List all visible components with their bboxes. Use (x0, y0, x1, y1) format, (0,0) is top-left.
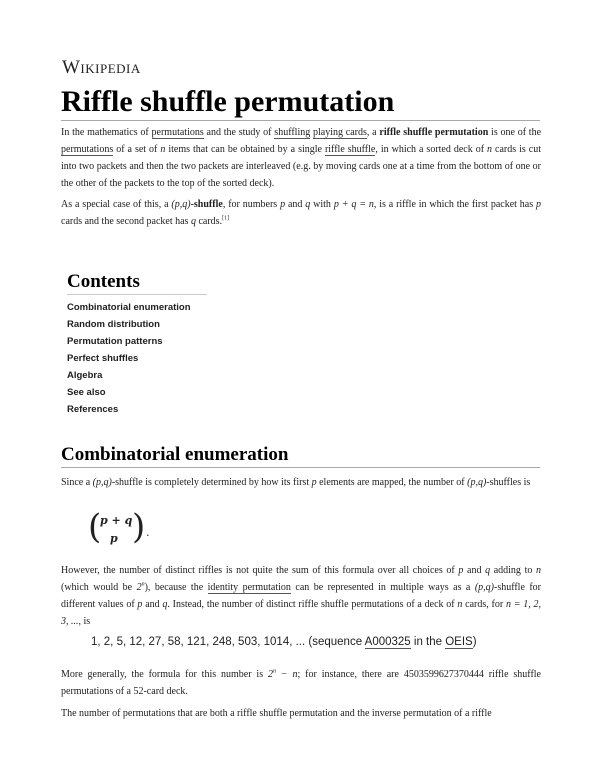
toc-divider (67, 294, 207, 295)
toc-item[interactable]: See also (67, 387, 106, 398)
link-permutations[interactable]: permutations (151, 127, 204, 138)
enumeration-paragraph-1: Since a (p,q)-shuffle is completely determined by how its first p elements are mapped, the number of (p,q)-shuffles is (61, 477, 531, 488)
wikipedia-logo[interactable]: Wikipedia (62, 57, 141, 78)
citation-ref[interactable]: [1] (222, 215, 230, 222)
toc-item[interactable]: Random distribution (67, 319, 160, 330)
enumeration-paragraph-4: The number of permutations that are both a riffle shuffle permutation and the inverse permutation of a riffle (61, 708, 492, 719)
title-divider (61, 120, 540, 121)
link-a000325[interactable]: A000325 (364, 636, 411, 648)
enumeration-paragraph-2: However, the number of distinct riffles is not quite the sum of this formula over all choices of p and q adding to n (which would be 2$^n$), because the identity permutation can be represented in multiple ways as a (p,q)-shuffle for different values of p and q. Instead, the number of distinct riffle shuffle permutations of a deck of n cards, for n = 1, 2, 3, ..., is (61, 565, 542, 627)
link-playing-cards[interactable]: playing cards (313, 127, 367, 138)
special-case-paragraph: As a special case of this, a (p,q)-shuffle, for numbers p and q with p + q = n, is a riffle in which the first packet has p cards and the second packet has q cards.[1] (61, 199, 541, 227)
link-permutations-2[interactable]: permutations (61, 144, 114, 155)
table-of-contents (67, 299, 191, 418)
link-identity-permutation[interactable]: identity permutation (207, 582, 291, 593)
right-paren: ) (132, 507, 146, 547)
enumeration-paragraph-3: More generally, the formula for this number is $2^n - n$; for instance, there are 4503599627370444 riffle shuffle permutations of a 52-card deck. (61, 668, 541, 697)
sequence-line: 1, 2, 5, 12, 27, 58, 121, 248, 503, 1014, ... (sequence A000325 in the OEIS) (91, 636, 477, 648)
toc-item[interactable]: References (67, 404, 119, 415)
link-oeis[interactable]: OEIS (445, 636, 473, 648)
left-paren: ( (88, 507, 102, 547)
intro-paragraph: In the mathematics of permutations and the study of shuffling playing cards, a riffle shuffle permutation is one of the permutations of a set of n items that can be obtained by a single riffle shuffle, in which a sorted deck of n cards is cut into two packets and then the two packets are interleaved (e.g. by moving cards one at a time from the bottom of one or the other of the packets to the top of the sorted deck). (61, 127, 542, 189)
section-divider (61, 467, 540, 468)
link-shuffling[interactable]: shuffling (274, 127, 311, 138)
page-title: Riffle shuffle permutation (61, 85, 395, 118)
formula-top: p + q (100, 514, 133, 527)
toc-title: Contents (67, 271, 140, 292)
toc-item[interactable]: Combinatorial enumeration (67, 302, 191, 313)
toc-item[interactable]: Permutation patterns (67, 336, 163, 347)
formula-bottom: p (110, 532, 118, 545)
link-riffle-shuffle[interactable]: riffle shuffle (324, 144, 376, 155)
formula-end: . (146, 526, 150, 539)
toc-item[interactable]: Perfect shuffles (67, 353, 139, 364)
section-heading-combinatorial: Combinatorial enumeration (61, 444, 289, 465)
toc-item[interactable]: Algebra (67, 370, 103, 381)
